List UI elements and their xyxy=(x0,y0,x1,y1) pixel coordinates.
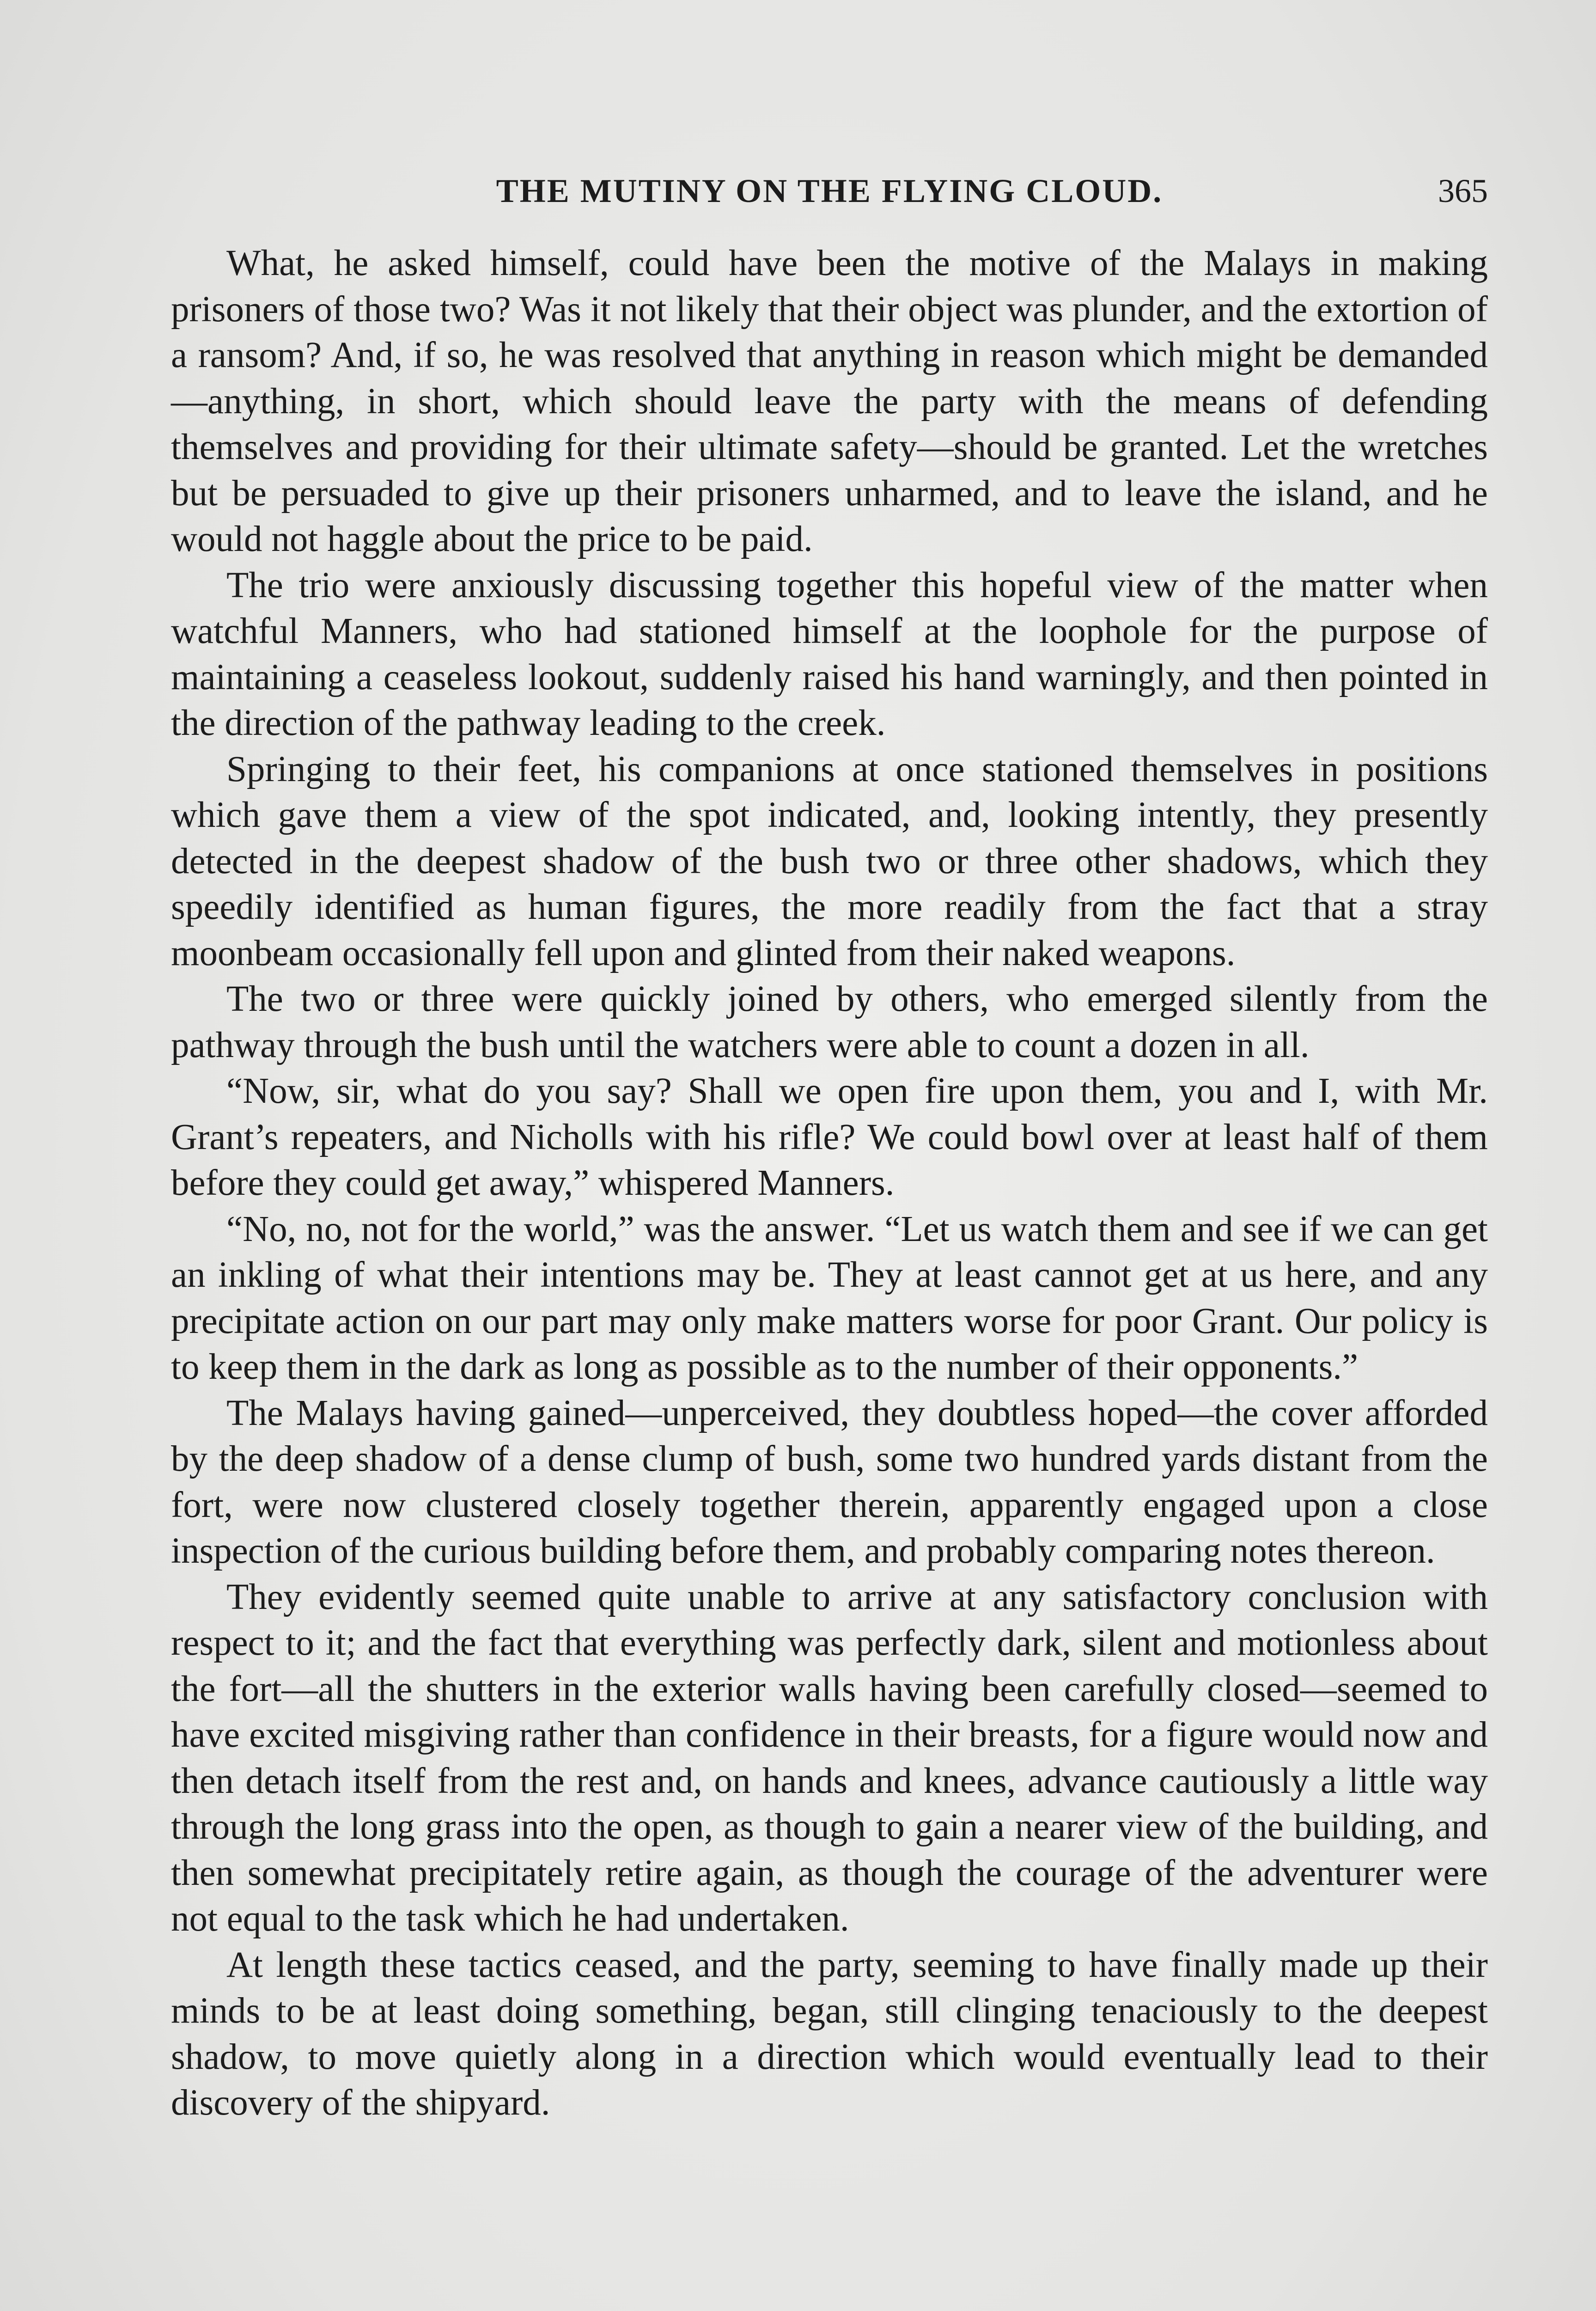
paragraph: The two or three were quickly joined by others, who emerged silently from the pathway through the bush until the watchers were able to count a dozen in all. xyxy=(171,979,1488,1065)
paragraph: The trio were anxiously discussing together this hopeful view of the matter when watchful Manners, who had stationed himself at the loophole for the purpose of maintaining a ceaseless lookout, suddenly raised his hand warningly, and then pointed in the direction of the pathway leading to the creek. xyxy=(171,565,1488,743)
page-number: 365 xyxy=(1438,172,1488,209)
paragraph: “Now, sir, what do you say? Shall we open fire upon them, you and I, with Mr. Grant’s repeaters, and Nicholls with his rifle? We could bowl over at least half of them before they could get away,” whispered Manners. xyxy=(171,1071,1488,1203)
paragraph: The Malays having gained—unperceived, they doubtless hoped—the cover afforded by the deep shadow of a dense clump of bush, some two hundred yards distant from the fort, were now clustered closely together therein, apparently engaged upon a close inspection of the curious building before them, and probably comparing notes thereon. xyxy=(171,1393,1488,1571)
paragraph: What, he asked himself, could have been the motive of the Malays in making prisoners of those two? Was it not likely that their object was plunder, and the extortion of a ransom? And, if so, he was resolved that anything in reason which might be demanded—anything, in short, which should leave the party with the means of defending themselves and providing for their ultimate safety—should be granted. Let the wretches but be persuaded to give up their prisoners unharmed, and to leave the island, and he would not haggle about the price to be paid. xyxy=(171,243,1488,559)
paragraph: Springing to their feet, his companions at once stationed themselves in positions which gave them a view of the spot indicated, and, looking intently, they presently detected in the deepest shadow of the bush two or three other shadows, which they speedily identified as human figures, the more readily from the fact that a stray moonbeam occasionally fell upon and glinted from their naked weapons. xyxy=(171,749,1488,973)
running-title: THE MUTINY ON THE FLYING CLOUD. xyxy=(496,172,1163,209)
body-text xyxy=(171,240,1488,2126)
page-header xyxy=(171,172,1488,218)
paragraph: At length these tactics ceased, and the party, seeming to have finally made up their minds to be at least doing something, began, still clinging tenaciously to the deepest shadow, to move quietly along in a direction which would eventually lead to their discovery of the shipyard. xyxy=(171,1944,1488,2123)
paragraph: “No, no, not for the world,” was the answer. “Let us watch them and see if we can get an inkling of what their intentions may be. They at least cannot get at us here, and any precipitate action on our part may only make matters worse for poor Grant. Our policy is to keep them in the dark as long as possible as to the number of their opponents.” xyxy=(171,1209,1488,1387)
paragraph: They evidently seemed quite unable to arrive at any satisfactory conclusion with respect to it; and the fact that everything was perfectly dark, silent and motionless about the fort—all the shutters in the exterior walls having been carefully closed—seemed to have excited misgiving rather than confidence in their breasts, for a figure would now and then detach itself from the rest and, on hands and knees, advance cautiously a little way through the long grass into the open, as though to gain a nearer view of the building, and then somewhat precipitately retire again, as though the courage of the adventurer were not equal to the task which he had undertaken. xyxy=(171,1577,1488,1939)
